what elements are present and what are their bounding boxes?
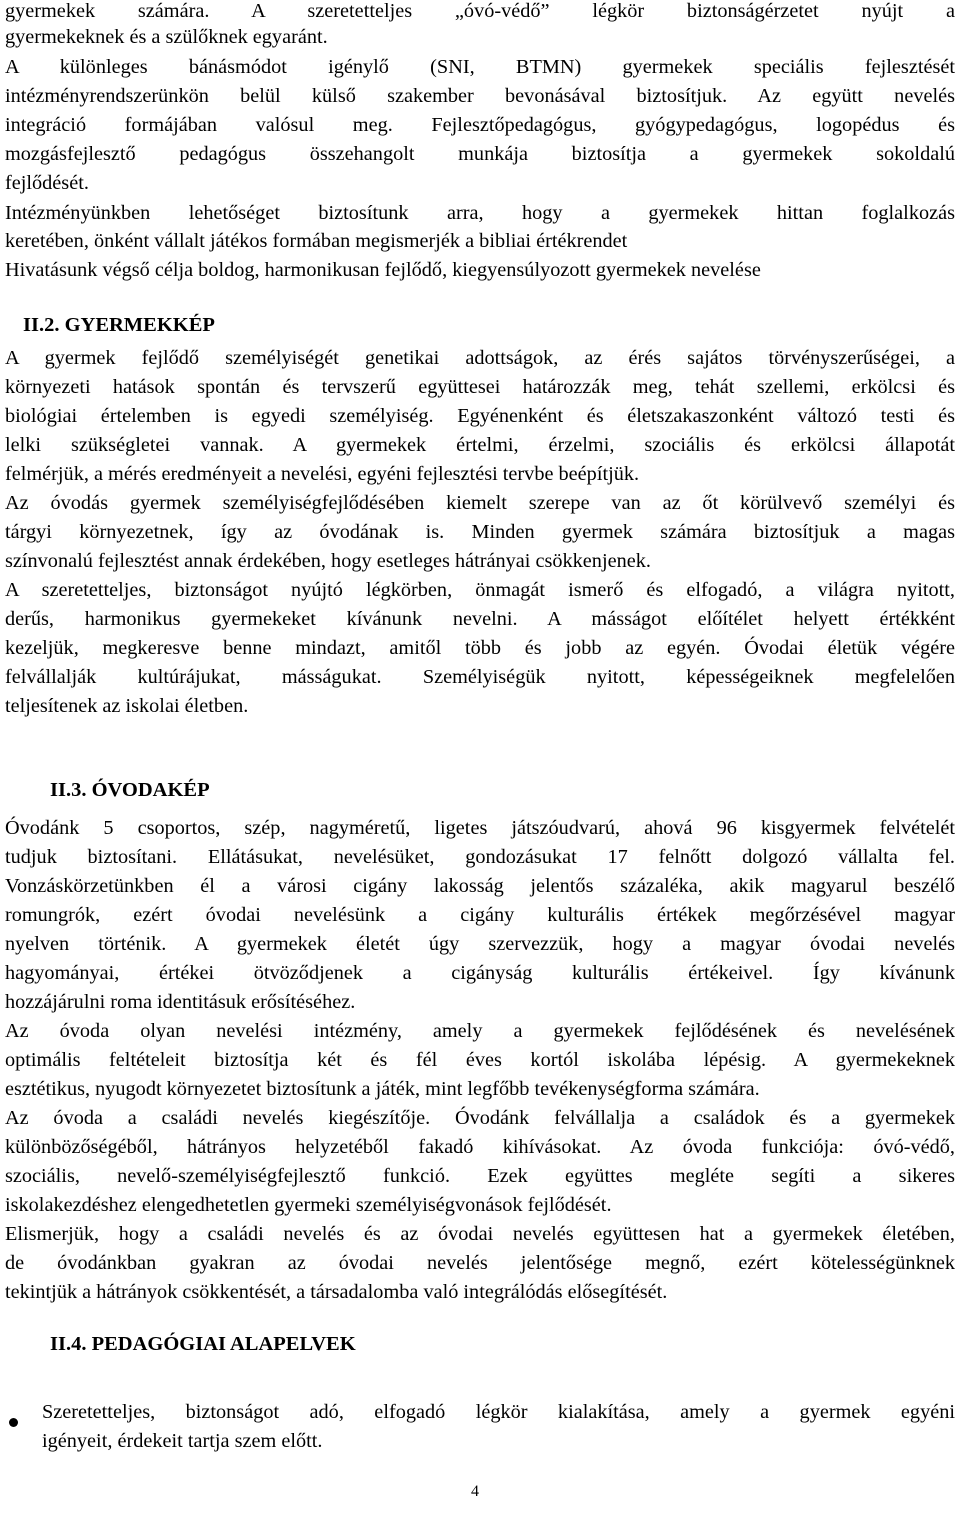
- paragraph-line: mozgásfejlesztő pedagógus összehangolt munkája biztosítja a gyermekek sokoldalú: [5, 143, 955, 165]
- paragraph-line: A szeretetteljes, biztonságot nyújtó légkörben, önmagát ismerő és elfogadó, a világra nyitott,: [5, 579, 955, 601]
- section-heading: II.2. GYERMEKKÉP: [23, 314, 215, 336]
- paragraph-line: nyelven történik. A gyermekek életét úgy szervezzük, hogy a magyar óvodai nevelés: [5, 933, 955, 955]
- paragraph-line: fejlődését.: [5, 172, 89, 194]
- paragraph-line: hagyományai, értékei ötvöződjenek a cigányság kulturális értékeivel. Így kívánunk: [5, 962, 955, 984]
- paragraph-line: derűs, harmonikus gyermekeket kívánunk nevelni. A másságot előítélet helyett értékként: [5, 608, 955, 630]
- paragraph-line: Intézményünkben lehetőséget biztosítunk arra, hogy a gyermekek hittan foglalkozás: [5, 202, 955, 224]
- paragraph-line: iskolakezdéshez elengedhetetlen gyermeki személyiségvonások fejlődését.: [5, 1194, 612, 1216]
- paragraph-line: lelki szükségletei vannak. A gyermekek értelmi, érzelmi, szociális és erkölcsi állapotát: [5, 434, 955, 456]
- page-number: 4: [471, 1483, 479, 1500]
- paragraph-line: intézményrendszerünkön belül külső szakember bevonásával biztosítjuk. Az együtt nevelés: [5, 85, 955, 107]
- paragraph-line: Az óvodás gyermek személyiségfejlődésében kiemelt szerepe van az őt körülvevő személyi és: [5, 492, 955, 514]
- paragraph-line: Hivatásunk végső célja boldog, harmonikusan fejlődő, kiegyensúlyozott gyermekek nevelése: [5, 259, 761, 281]
- paragraph-line: gyermekeknek és a szülőknek egyaránt.: [5, 26, 328, 48]
- section-heading: II.4. PEDAGÓGIAI ALAPELVEK: [50, 1333, 356, 1355]
- paragraph-line: integráció formájában valósul meg. Fejlesztőpedagógus, gyógypedagógus, logopédus és: [5, 114, 955, 136]
- paragraph-line: Óvodánk 5 csoportos, szép, nagyméretű, ligetes játszóudvarú, ahová 96 kisgyermek felvételét: [5, 817, 955, 839]
- paragraph-line: felvállalják kultúrájukat, másságukat. Személyiségük nyitott, képességeiknek megfelelően: [5, 666, 955, 688]
- bullet-icon: [9, 1418, 18, 1427]
- paragraph-line: felmérjük, a mérés eredményeit a nevelési, egyéni fejlesztési tervbe beépítjük.: [5, 463, 640, 485]
- document-page: [5, 0, 955, 1517]
- paragraph-line: optimális feltételeit biztosítja két és fél éves kortól iskolába lépésig. A gyermekeknek: [5, 1049, 955, 1071]
- paragraph-line: biológiai értelemben is egyedi személyiség. Egyénenként és életszakaszonként változó testi és: [5, 405, 955, 427]
- paragraph-line: A különleges bánásmódot igénylő (SNI, BTMN) gyermekek speciális fejlesztését: [5, 56, 955, 78]
- paragraph-line: szociális, nevelő-személyiségfejlesztő funkció. Ezek együttes megléte segíti a sikeres: [5, 1165, 955, 1187]
- paragraph-line: A gyermek fejlődő személyiségét genetikai adottságok, az érés sajátos törvényszerűségei, a: [5, 347, 955, 369]
- paragraph-line: hozzájárulni roma identitásuk erősítéséhez.: [5, 991, 356, 1013]
- paragraph-line: keretében, önként vállalt játékos formában megismerjék a bibliai értékrendet: [5, 230, 628, 252]
- paragraph-line: Az óvoda olyan nevelési intézmény, amely a gyermekek fejlődésének és nevelésének: [5, 1020, 955, 1042]
- paragraph-line: romungrók, ezért óvodai nevelésünk a cigány kulturális értékek megőrzésével magyar: [5, 904, 955, 926]
- paragraph-line: Vonzáskörzetünkben él a városi cigány lakosság jelentős százaléka, akik magyarul beszélő: [5, 875, 955, 897]
- section-heading: II.3. ÓVODAKÉP: [50, 779, 210, 801]
- paragraph-line: Elismerjük, hogy a családi nevelés és az óvodai nevelés együttesen hat a gyermekek életében,: [5, 1223, 955, 1245]
- paragraph-line: gyermekek számára. A szeretetteljes „óvó-védő” légkör biztonságérzetet nyújt a: [5, 0, 955, 22]
- paragraph-line: Az óvoda a családi nevelés kiegészítője. Óvodánk felvállalja a családok és a gyermekek: [5, 1107, 955, 1129]
- paragraph-line: környezeti hatások spontán és tervszerű együttesei határozzák meg, tehát szellemi, erkölcsi és: [5, 376, 955, 398]
- paragraph-line: teljesítenek az iskolai életben.: [5, 695, 249, 717]
- paragraph-line: tekintjük a hátrányok csökkentését, a társadalomba való integrálódás elősegítését.: [5, 1281, 668, 1303]
- paragraph-line: tárgyi környezetnek, így az óvodának is. Minden gyermek számára biztosítjuk a magas: [5, 521, 955, 543]
- paragraph-line: esztétikus, nyugodt környezetet biztosítunk a játék, mint legfőbb tevékenységforma számára.: [5, 1078, 760, 1100]
- paragraph-line: de óvodánkban gyakran az óvodai nevelés jelentősége megnő, ezért kötelességünknek: [5, 1252, 955, 1274]
- bullet-line: Szeretetteljes, biztonságot adó, elfogadó légkör kialakítása, amely a gyermek egyéni: [42, 1401, 955, 1423]
- paragraph-line: különbözőségéből, hátrányos helyzetéből fakadó kihívásokat. Az óvoda funkciója: óvó-védő,: [5, 1136, 955, 1158]
- paragraph-line: színvonalú fejlesztést annak érdekében, hogy esetleges hátrányai csökkenjenek.: [5, 550, 651, 572]
- paragraph-line: tudjuk biztosítani. Ellátásukat, nevelésüket, gondozásukat 17 felnőtt dolgozó vállalta fel.: [5, 846, 955, 868]
- bullet-line: igényeit, érdekeit tartja szem előtt.: [42, 1430, 323, 1452]
- paragraph-line: kezeljük, megkeresve benne mindazt, amitől több és jobb az egyén. Óvodai életük végére: [5, 637, 955, 659]
